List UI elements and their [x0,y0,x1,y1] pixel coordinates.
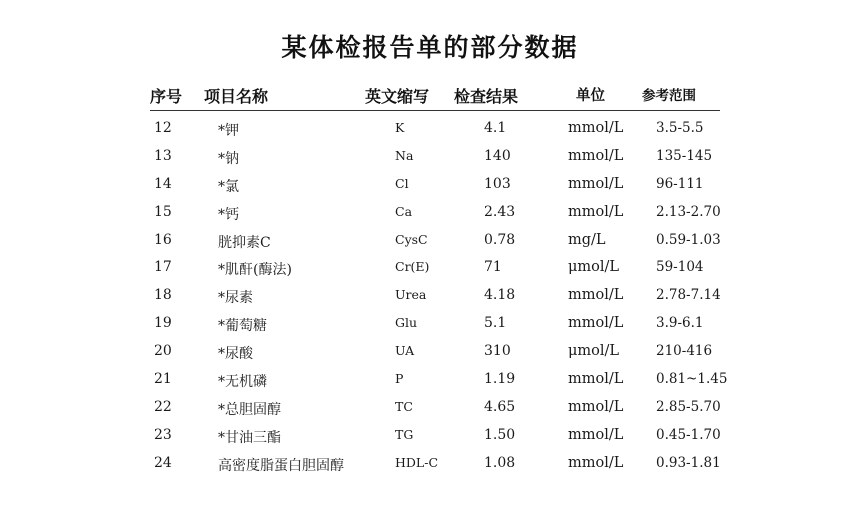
table-row [148,170,738,198]
row-reference-range: 210-416 [656,343,713,360]
row-reference-range: 135-145 [656,147,713,164]
row-item-name: *总胆固醇 [218,401,281,418]
row-no: 23 [154,426,172,443]
row-unit: mmol/L [568,398,624,415]
row-result: 4.18 [484,287,516,304]
row-item-name: *钙 [218,206,239,223]
row-no: 14 [154,175,172,192]
row-result: 4.65 [484,398,516,415]
row-no: 22 [154,398,172,415]
table-row [148,421,738,449]
table-row [148,449,738,477]
row-unit: mmol/L [568,120,624,136]
row-no: 12 [154,120,172,136]
row-unit: mmol/L [568,175,624,192]
row-result: 1.19 [484,371,516,388]
row-reference-range: 0.93-1.81 [656,454,721,471]
table-row [148,226,738,254]
row-item-name: 胱抑素C [218,234,271,251]
row-unit: mmol/L [568,371,624,388]
row-abbreviation: TC [395,398,413,414]
row-reference-range: 96-111 [656,175,704,192]
table-row [148,142,738,170]
row-abbreviation: P [395,371,404,387]
row-reference-range: 0.45-1.70 [656,426,721,443]
row-no: 17 [154,259,172,276]
row-result: 4.1 [484,120,507,136]
row-unit: μmol/L [568,343,620,360]
row-result: 140 [484,147,511,164]
table-row [148,198,738,226]
row-item-name: *肌酐(酶法) [218,262,292,279]
table-row [148,114,738,142]
row-reference-range: 2.85-5.70 [656,398,721,415]
row-unit: mmol/L [568,147,624,164]
page-title: 某体检报告单的部分数据 [281,33,579,62]
row-item-name: *钾 [218,123,239,139]
row-reference-range: 59-104 [656,259,704,276]
row-item-name: *尿酸 [218,346,253,363]
row-item-name: *葡萄糖 [218,318,267,335]
row-no: 13 [154,147,172,164]
row-no: 15 [154,203,172,220]
row-result: 310 [484,343,511,360]
row-no: 16 [154,231,172,248]
table-row [148,393,738,421]
report-table [148,80,738,477]
row-no: 21 [154,371,172,388]
row-reference-range: 2.13-2.70 [656,203,721,220]
row-reference-range: 3.5-5.5 [656,120,704,136]
header-no: 序号 [150,87,183,106]
row-abbreviation: CysC [395,231,428,247]
row-result: 1.50 [484,426,516,443]
header-result: 检查结果 [454,87,519,106]
table-row [148,253,738,281]
row-abbreviation: K [395,120,405,135]
table-body [148,111,738,477]
row-abbreviation: Cl [395,175,409,191]
header-item-name: 项目名称 [204,87,269,106]
row-unit: μmol/L [568,259,620,276]
row-item-name: 高密度脂蛋白胆固醇 [218,457,344,474]
row-item-name: *钠 [218,150,239,167]
row-reference-range: 0.81~1.45 [656,371,728,388]
row-result: 71 [484,259,502,276]
row-abbreviation: TG [395,426,414,442]
row-no: 18 [154,287,172,304]
table-row [148,309,738,337]
table-row [148,337,738,365]
row-no: 24 [154,454,172,471]
row-no: 19 [154,315,172,332]
row-result: 5.1 [484,315,507,332]
header-unit: 单位 [576,87,605,104]
row-abbreviation: Na [395,147,414,163]
row-item-name: *尿素 [218,290,253,307]
table-row [148,365,738,393]
row-unit: mmol/L [568,287,624,304]
row-result: 1.08 [484,454,516,471]
row-abbreviation: Cr(E) [395,259,430,275]
row-no: 20 [154,343,172,360]
row-abbreviation: Ca [395,203,413,219]
row-reference-range: 0.59-1.03 [656,231,721,248]
row-unit: mmol/L [568,426,624,443]
row-unit: mmol/L [568,454,624,471]
row-unit: mmol/L [568,203,624,220]
row-abbreviation: Glu [395,315,418,331]
row-result: 103 [484,175,511,192]
row-item-name: *甘油三酯 [218,429,281,446]
row-result: 2.43 [484,203,516,220]
row-reference-range: 2.78-7.14 [656,287,721,304]
row-unit: mg/L [568,231,606,248]
row-reference-range: 3.9-6.1 [656,315,704,332]
table-row [148,281,738,309]
row-unit: mmol/L [568,315,624,332]
row-abbreviation: UA [395,343,415,359]
row-abbreviation: HDL-C [395,454,439,470]
row-item-name: *氯 [218,178,239,195]
row-result: 0.78 [484,231,516,248]
header-reference-range: 参考范围 [642,88,696,104]
table-header [148,80,738,110]
row-item-name: *无机磷 [218,374,267,391]
row-abbreviation: Urea [395,287,427,303]
header-abbreviation: 英文缩写 [365,87,430,106]
